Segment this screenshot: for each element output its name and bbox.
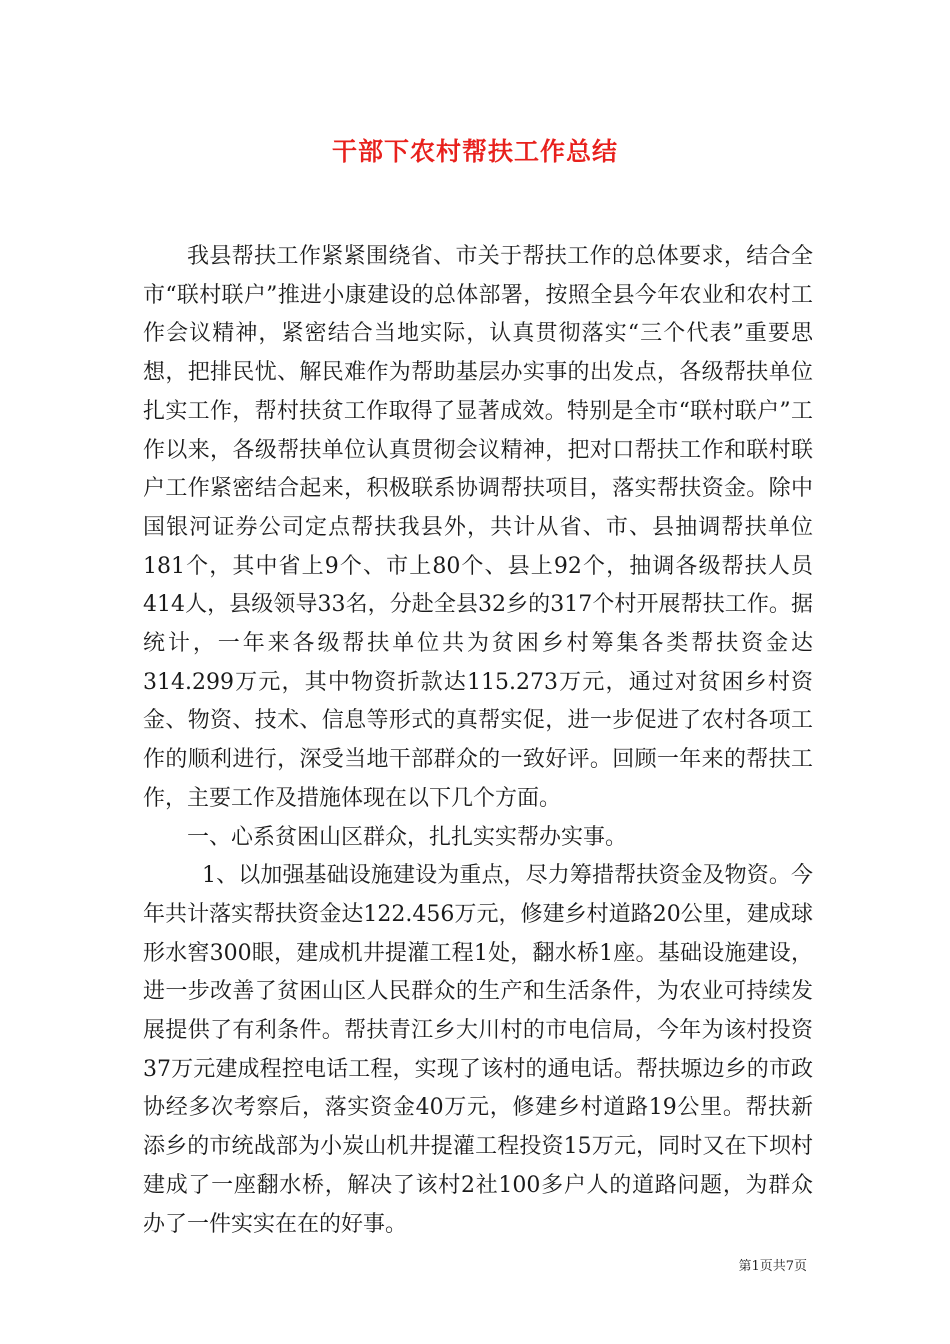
document-body — [143, 238, 813, 1244]
section-heading: 一、心系贫困山区群众，扎扎实实帮办实事。 — [187, 824, 628, 850]
intro-paragraph: 我县帮扶工作紧紧围绕省、市关于帮扶工作的总体要求，结合全市“联村联户”推进小康建设的总体部署，按照全县今年农业和农村工作会议精神，紧密结合当地实际，认真贯彻落实“三个代表”重要思想，把排民忧、解民难作为帮助基层办实事的出发点，各级帮扶单位扎实工作，帮村扶贫工作取得了显著成效。特别是全市“联村联户”工作以来，各级帮扶单位认真贯彻会议精神，把对口帮扶工作和联村联户工作紧密结合起来，积极联系协调帮扶项目，落实帮扶资金。除中国银河证券公司定点帮扶我县外，共计从省、市、县抽调帮扶单位181个，其中省上9个、市上80个、县上92个，抽调各级帮扶人员414人，县级领导33名，分赴全县32乡的317个村开展帮扶工作。据统计，一年来各级帮扶单位共为贫困乡村筹集各类帮扶资金达314.299万元，其中物资折款达115.273万元，通过对贫困乡村资金、物资、技术、信息等形式的真帮实促，进一步促进了农村各项工作的顺利进行，深受当地干部群众的一致好评。回顾一年来的帮扶工作，主要工作及措施体现在以下几个方面。 — [143, 244, 813, 811]
page-number: 第1页共7页 — [738, 1259, 807, 1274]
document-title: 干部下农村帮扶工作总结 — [331, 137, 618, 166]
subsection-paragraph: 1、以加强基础设施建设为重点，尽力筹措帮扶资金及物资。今年共计落实帮扶资金达122.456万元，修建乡村道路20公里，建成球形水窖300眼，建成机井提灌工程1处，翻水桥1座。基础设施建设，进一步改善了贫困山区人民群众的生产和生活条件，为农业可持续发展提供了有利条件。帮扶青江乡大川村的市电信局，今年为该村投资37万元建成程控电话工程，实现了该村的通电话。帮扶塬边乡的市政协经多次考察后，落实资金40万元，修建乡村道路19公里。帮扶新添乡的市统战部为小炭山机井提灌工程投资15万元，同时又在下坝村建成了一座翻水桥，解决了该村2社100多户人的道路问题，为群众办了一件实实在在的好事。 — [143, 863, 813, 1237]
